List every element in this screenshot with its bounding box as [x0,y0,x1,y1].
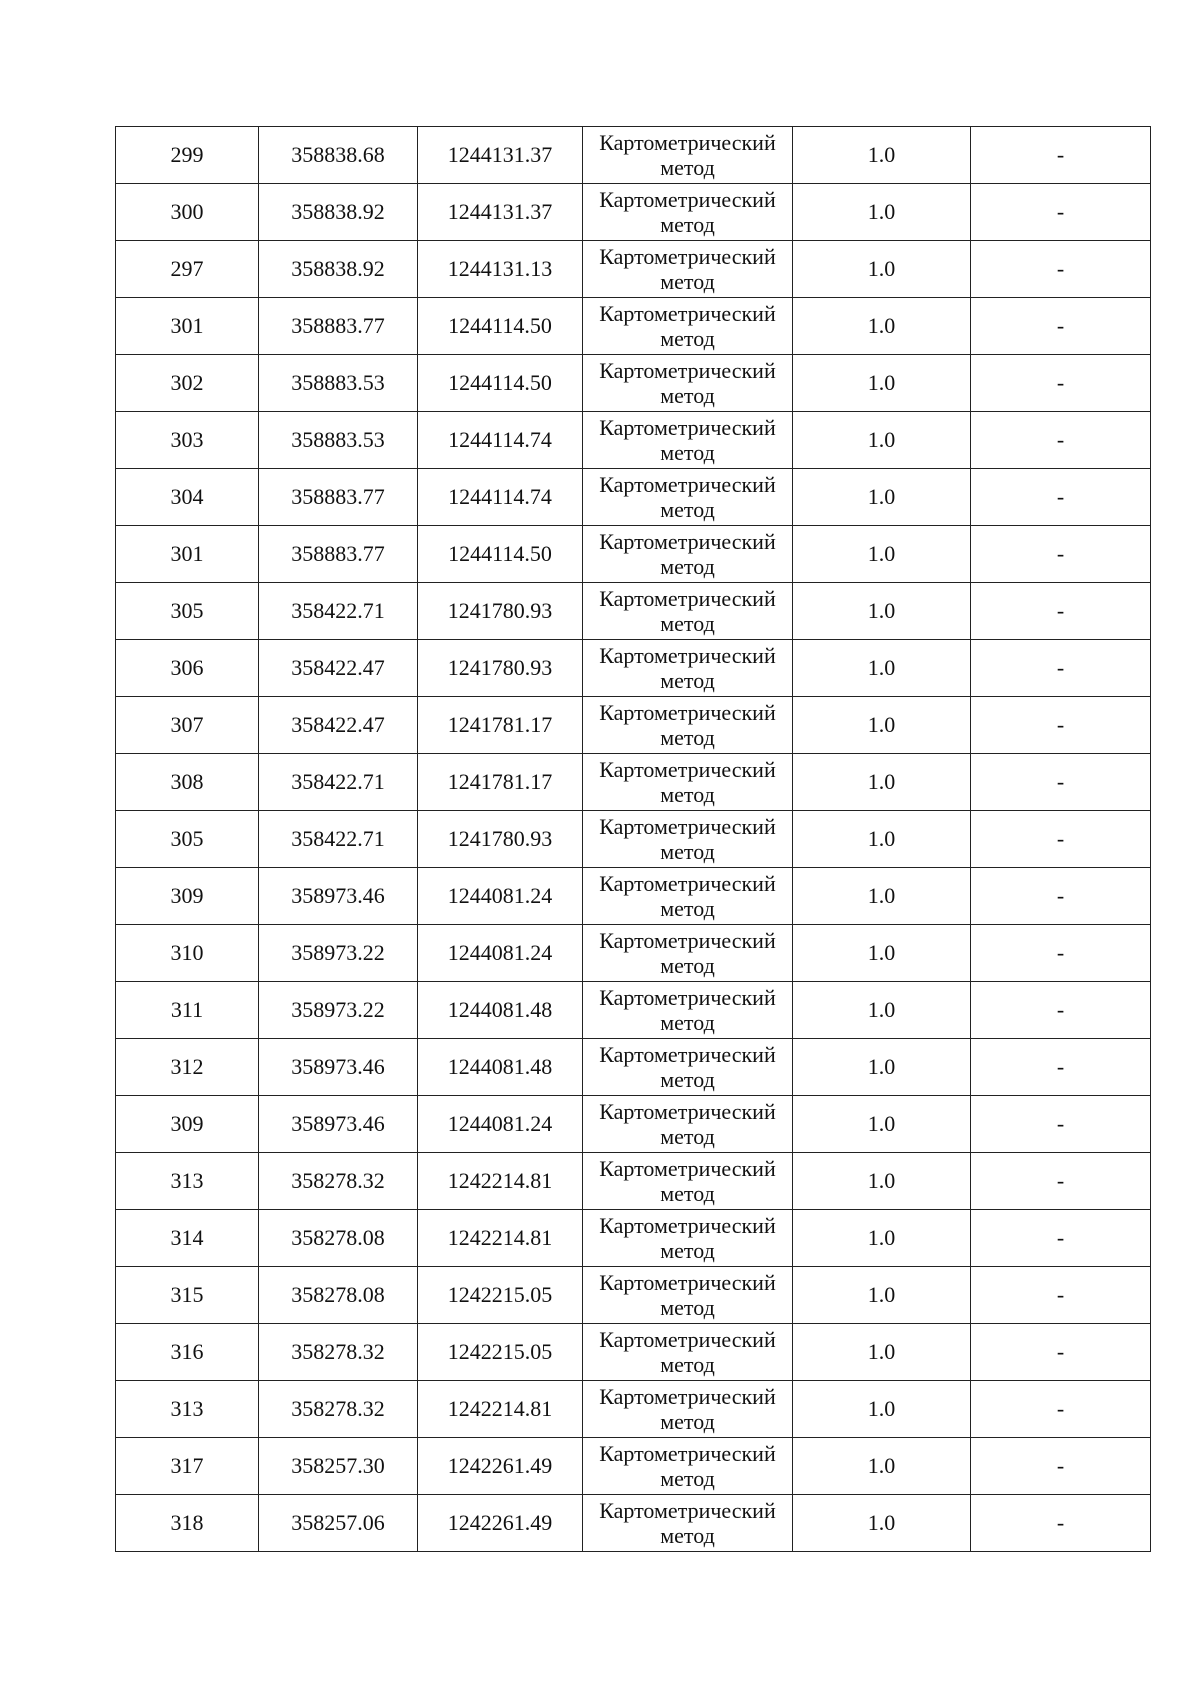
method-line-2: метод [660,1067,715,1092]
note-cell: - [971,241,1151,298]
method-line-2: метод [660,497,715,522]
method-cell [583,1096,793,1153]
accuracy-cell: 1.0 [793,469,971,526]
accuracy-cell: 1.0 [793,127,971,184]
method-line-2: метод [660,1466,715,1491]
method-line-2: метод [660,1295,715,1320]
note-cell: - [971,1267,1151,1324]
table-row [116,640,1151,697]
accuracy-cell: 1.0 [793,1267,971,1324]
method-cell [583,184,793,241]
method-cell [583,640,793,697]
method-line-2: метод [660,611,715,636]
table-row [116,1210,1151,1267]
method-line-2: метод [660,1523,715,1548]
note-cell: - [971,583,1151,640]
method-cell [583,1210,793,1267]
method-cell [583,754,793,811]
table-row [116,241,1151,298]
method-line-2: метод [660,326,715,351]
accuracy-cell: 1.0 [793,811,971,868]
y-coordinate-cell: 1244131.37 [418,127,583,184]
x-coordinate-cell: 358838.92 [259,241,418,298]
note-cell: - [971,526,1151,583]
table-row [116,1039,1151,1096]
method-cell [583,241,793,298]
method-line-1: Картометрический [599,700,776,725]
method-line-1: Картометрический [599,1441,776,1466]
table-row [116,412,1151,469]
coordinates-table [115,126,1151,1552]
table-row [116,469,1151,526]
note-cell: - [971,811,1151,868]
accuracy-cell: 1.0 [793,1096,971,1153]
note-cell: - [971,412,1151,469]
point-number-cell: 313 [116,1153,259,1210]
x-coordinate-cell: 358422.47 [259,640,418,697]
y-coordinate-cell: 1241780.93 [418,811,583,868]
method-line-1: Картометрический [599,928,776,953]
point-number-cell: 303 [116,412,259,469]
x-coordinate-cell: 358973.46 [259,1096,418,1153]
point-number-cell: 308 [116,754,259,811]
note-cell: - [971,1153,1151,1210]
method-line-2: метод [660,953,715,978]
accuracy-cell: 1.0 [793,241,971,298]
table-row [116,1267,1151,1324]
accuracy-cell: 1.0 [793,583,971,640]
accuracy-cell: 1.0 [793,1324,971,1381]
y-coordinate-cell: 1244131.37 [418,184,583,241]
y-coordinate-cell: 1244114.50 [418,526,583,583]
method-line-2: метод [660,1124,715,1149]
x-coordinate-cell: 358422.47 [259,697,418,754]
method-cell [583,1153,793,1210]
note-cell: - [971,355,1151,412]
x-coordinate-cell: 358278.08 [259,1210,418,1267]
method-line-1: Картометрический [599,472,776,497]
point-number-cell: 309 [116,868,259,925]
note-cell: - [971,1438,1151,1495]
x-coordinate-cell: 358838.68 [259,127,418,184]
table-row [116,355,1151,412]
method-line-2: метод [660,839,715,864]
table-row [116,1438,1151,1495]
method-line-1: Картометрический [599,1270,776,1295]
x-coordinate-cell: 358422.71 [259,811,418,868]
accuracy-cell: 1.0 [793,1153,971,1210]
y-coordinate-cell: 1244114.74 [418,469,583,526]
method-line-1: Картометрический [599,871,776,896]
method-cell [583,1438,793,1495]
y-coordinate-cell: 1242214.81 [418,1153,583,1210]
method-line-2: метод [660,1010,715,1035]
y-coordinate-cell: 1242215.05 [418,1267,583,1324]
x-coordinate-cell: 358257.30 [259,1438,418,1495]
x-coordinate-cell: 358838.92 [259,184,418,241]
method-line-1: Картометрический [599,1213,776,1238]
point-number-cell: 314 [116,1210,259,1267]
method-line-2: метод [660,1352,715,1377]
accuracy-cell: 1.0 [793,754,971,811]
method-line-2: метод [660,896,715,921]
y-coordinate-cell: 1242261.49 [418,1495,583,1552]
method-line-1: Картометрический [599,1042,776,1067]
accuracy-cell: 1.0 [793,1381,971,1438]
method-cell [583,127,793,184]
accuracy-cell: 1.0 [793,1210,971,1267]
method-line-1: Картометрический [599,757,776,782]
note-cell: - [971,982,1151,1039]
method-line-1: Картометрический [599,1384,776,1409]
point-number-cell: 305 [116,583,259,640]
method-line-2: метод [660,440,715,465]
method-cell [583,925,793,982]
point-number-cell: 313 [116,1381,259,1438]
method-line-1: Картометрический [599,1498,776,1523]
method-line-2: метод [660,212,715,237]
x-coordinate-cell: 358422.71 [259,754,418,811]
x-coordinate-cell: 358278.08 [259,1267,418,1324]
y-coordinate-cell: 1244081.24 [418,1096,583,1153]
point-number-cell: 318 [116,1495,259,1552]
x-coordinate-cell: 358278.32 [259,1381,418,1438]
table-row [116,697,1151,754]
method-cell [583,1495,793,1552]
point-number-cell: 305 [116,811,259,868]
method-line-1: Картометрический [599,586,776,611]
x-coordinate-cell: 358973.46 [259,868,418,925]
accuracy-cell: 1.0 [793,1438,971,1495]
method-cell [583,1039,793,1096]
point-number-cell: 297 [116,241,259,298]
table-row [116,1381,1151,1438]
point-number-cell: 312 [116,1039,259,1096]
method-line-1: Картометрический [599,529,776,554]
x-coordinate-cell: 358257.06 [259,1495,418,1552]
method-line-2: метод [660,269,715,294]
accuracy-cell: 1.0 [793,925,971,982]
table-row [116,1495,1151,1552]
accuracy-cell: 1.0 [793,184,971,241]
method-cell [583,355,793,412]
y-coordinate-cell: 1242214.81 [418,1210,583,1267]
table-row [116,754,1151,811]
note-cell: - [971,184,1151,241]
table-row [116,184,1151,241]
accuracy-cell: 1.0 [793,697,971,754]
method-line-2: метод [660,1409,715,1434]
method-cell [583,1324,793,1381]
y-coordinate-cell: 1244081.24 [418,925,583,982]
point-number-cell: 307 [116,697,259,754]
note-cell: - [971,1495,1151,1552]
accuracy-cell: 1.0 [793,298,971,355]
x-coordinate-cell: 358883.53 [259,355,418,412]
table-row [116,298,1151,355]
method-line-1: Картометрический [599,1156,776,1181]
y-coordinate-cell: 1242214.81 [418,1381,583,1438]
accuracy-cell: 1.0 [793,1039,971,1096]
point-number-cell: 317 [116,1438,259,1495]
table-row [116,982,1151,1039]
accuracy-cell: 1.0 [793,412,971,469]
note-cell: - [971,925,1151,982]
note-cell: - [971,1381,1151,1438]
method-cell [583,298,793,355]
method-line-2: метод [660,782,715,807]
method-cell [583,811,793,868]
method-line-1: Картометрический [599,187,776,212]
method-line-1: Картометрический [599,358,776,383]
y-coordinate-cell: 1241781.17 [418,754,583,811]
method-line-2: метод [660,668,715,693]
point-number-cell: 316 [116,1324,259,1381]
table-row [116,1324,1151,1381]
method-line-2: метод [660,725,715,750]
note-cell: - [971,697,1151,754]
note-cell: - [971,469,1151,526]
note-cell: - [971,127,1151,184]
table-row [116,127,1151,184]
x-coordinate-cell: 358883.77 [259,526,418,583]
table-row [116,583,1151,640]
accuracy-cell: 1.0 [793,355,971,412]
x-coordinate-cell: 358883.77 [259,298,418,355]
note-cell: - [971,1324,1151,1381]
note-cell: - [971,1096,1151,1153]
note-cell: - [971,1039,1151,1096]
method-line-1: Картометрический [599,301,776,326]
point-number-cell: 311 [116,982,259,1039]
y-coordinate-cell: 1244081.24 [418,868,583,925]
point-number-cell: 310 [116,925,259,982]
point-number-cell: 301 [116,298,259,355]
method-line-2: метод [660,1238,715,1263]
method-line-1: Картометрический [599,814,776,839]
method-line-1: Картометрический [599,415,776,440]
y-coordinate-cell: 1244114.74 [418,412,583,469]
note-cell: - [971,640,1151,697]
method-line-2: метод [660,554,715,579]
point-number-cell: 309 [116,1096,259,1153]
method-cell [583,469,793,526]
x-coordinate-cell: 358973.46 [259,1039,418,1096]
x-coordinate-cell: 358278.32 [259,1324,418,1381]
y-coordinate-cell: 1244114.50 [418,355,583,412]
y-coordinate-cell: 1241780.93 [418,640,583,697]
method-line-1: Картометрический [599,985,776,1010]
y-coordinate-cell: 1242215.05 [418,1324,583,1381]
accuracy-cell: 1.0 [793,982,971,1039]
y-coordinate-cell: 1241780.93 [418,583,583,640]
point-number-cell: 302 [116,355,259,412]
point-number-cell: 300 [116,184,259,241]
y-coordinate-cell: 1244081.48 [418,1039,583,1096]
point-number-cell: 304 [116,469,259,526]
note-cell: - [971,1210,1151,1267]
method-line-1: Картометрический [599,1327,776,1352]
method-cell [583,982,793,1039]
method-line-2: метод [660,1181,715,1206]
y-coordinate-cell: 1244081.48 [418,982,583,1039]
note-cell: - [971,754,1151,811]
table-row [116,1096,1151,1153]
point-number-cell: 315 [116,1267,259,1324]
method-cell [583,526,793,583]
table-row [116,526,1151,583]
x-coordinate-cell: 358973.22 [259,982,418,1039]
table-row [116,811,1151,868]
coordinates-table-body [116,127,1151,1552]
accuracy-cell: 1.0 [793,640,971,697]
table-row [116,925,1151,982]
accuracy-cell: 1.0 [793,526,971,583]
y-coordinate-cell: 1242261.49 [418,1438,583,1495]
point-number-cell: 301 [116,526,259,583]
method-line-1: Картометрический [599,130,776,155]
note-cell: - [971,868,1151,925]
method-cell [583,1381,793,1438]
method-cell [583,1267,793,1324]
y-coordinate-cell: 1244131.13 [418,241,583,298]
x-coordinate-cell: 358883.53 [259,412,418,469]
method-cell [583,868,793,925]
point-number-cell: 306 [116,640,259,697]
x-coordinate-cell: 358422.71 [259,583,418,640]
note-cell: - [971,298,1151,355]
x-coordinate-cell: 358278.32 [259,1153,418,1210]
accuracy-cell: 1.0 [793,868,971,925]
table-row [116,868,1151,925]
y-coordinate-cell: 1244114.50 [418,298,583,355]
y-coordinate-cell: 1241781.17 [418,697,583,754]
point-number-cell: 299 [116,127,259,184]
method-line-1: Картометрический [599,244,776,269]
accuracy-cell: 1.0 [793,1495,971,1552]
method-line-2: метод [660,383,715,408]
x-coordinate-cell: 358973.22 [259,925,418,982]
table-row [116,1153,1151,1210]
method-line-2: метод [660,155,715,180]
method-line-1: Картометрический [599,643,776,668]
method-cell [583,697,793,754]
method-line-1: Картометрический [599,1099,776,1124]
x-coordinate-cell: 358883.77 [259,469,418,526]
method-cell [583,412,793,469]
method-cell [583,583,793,640]
